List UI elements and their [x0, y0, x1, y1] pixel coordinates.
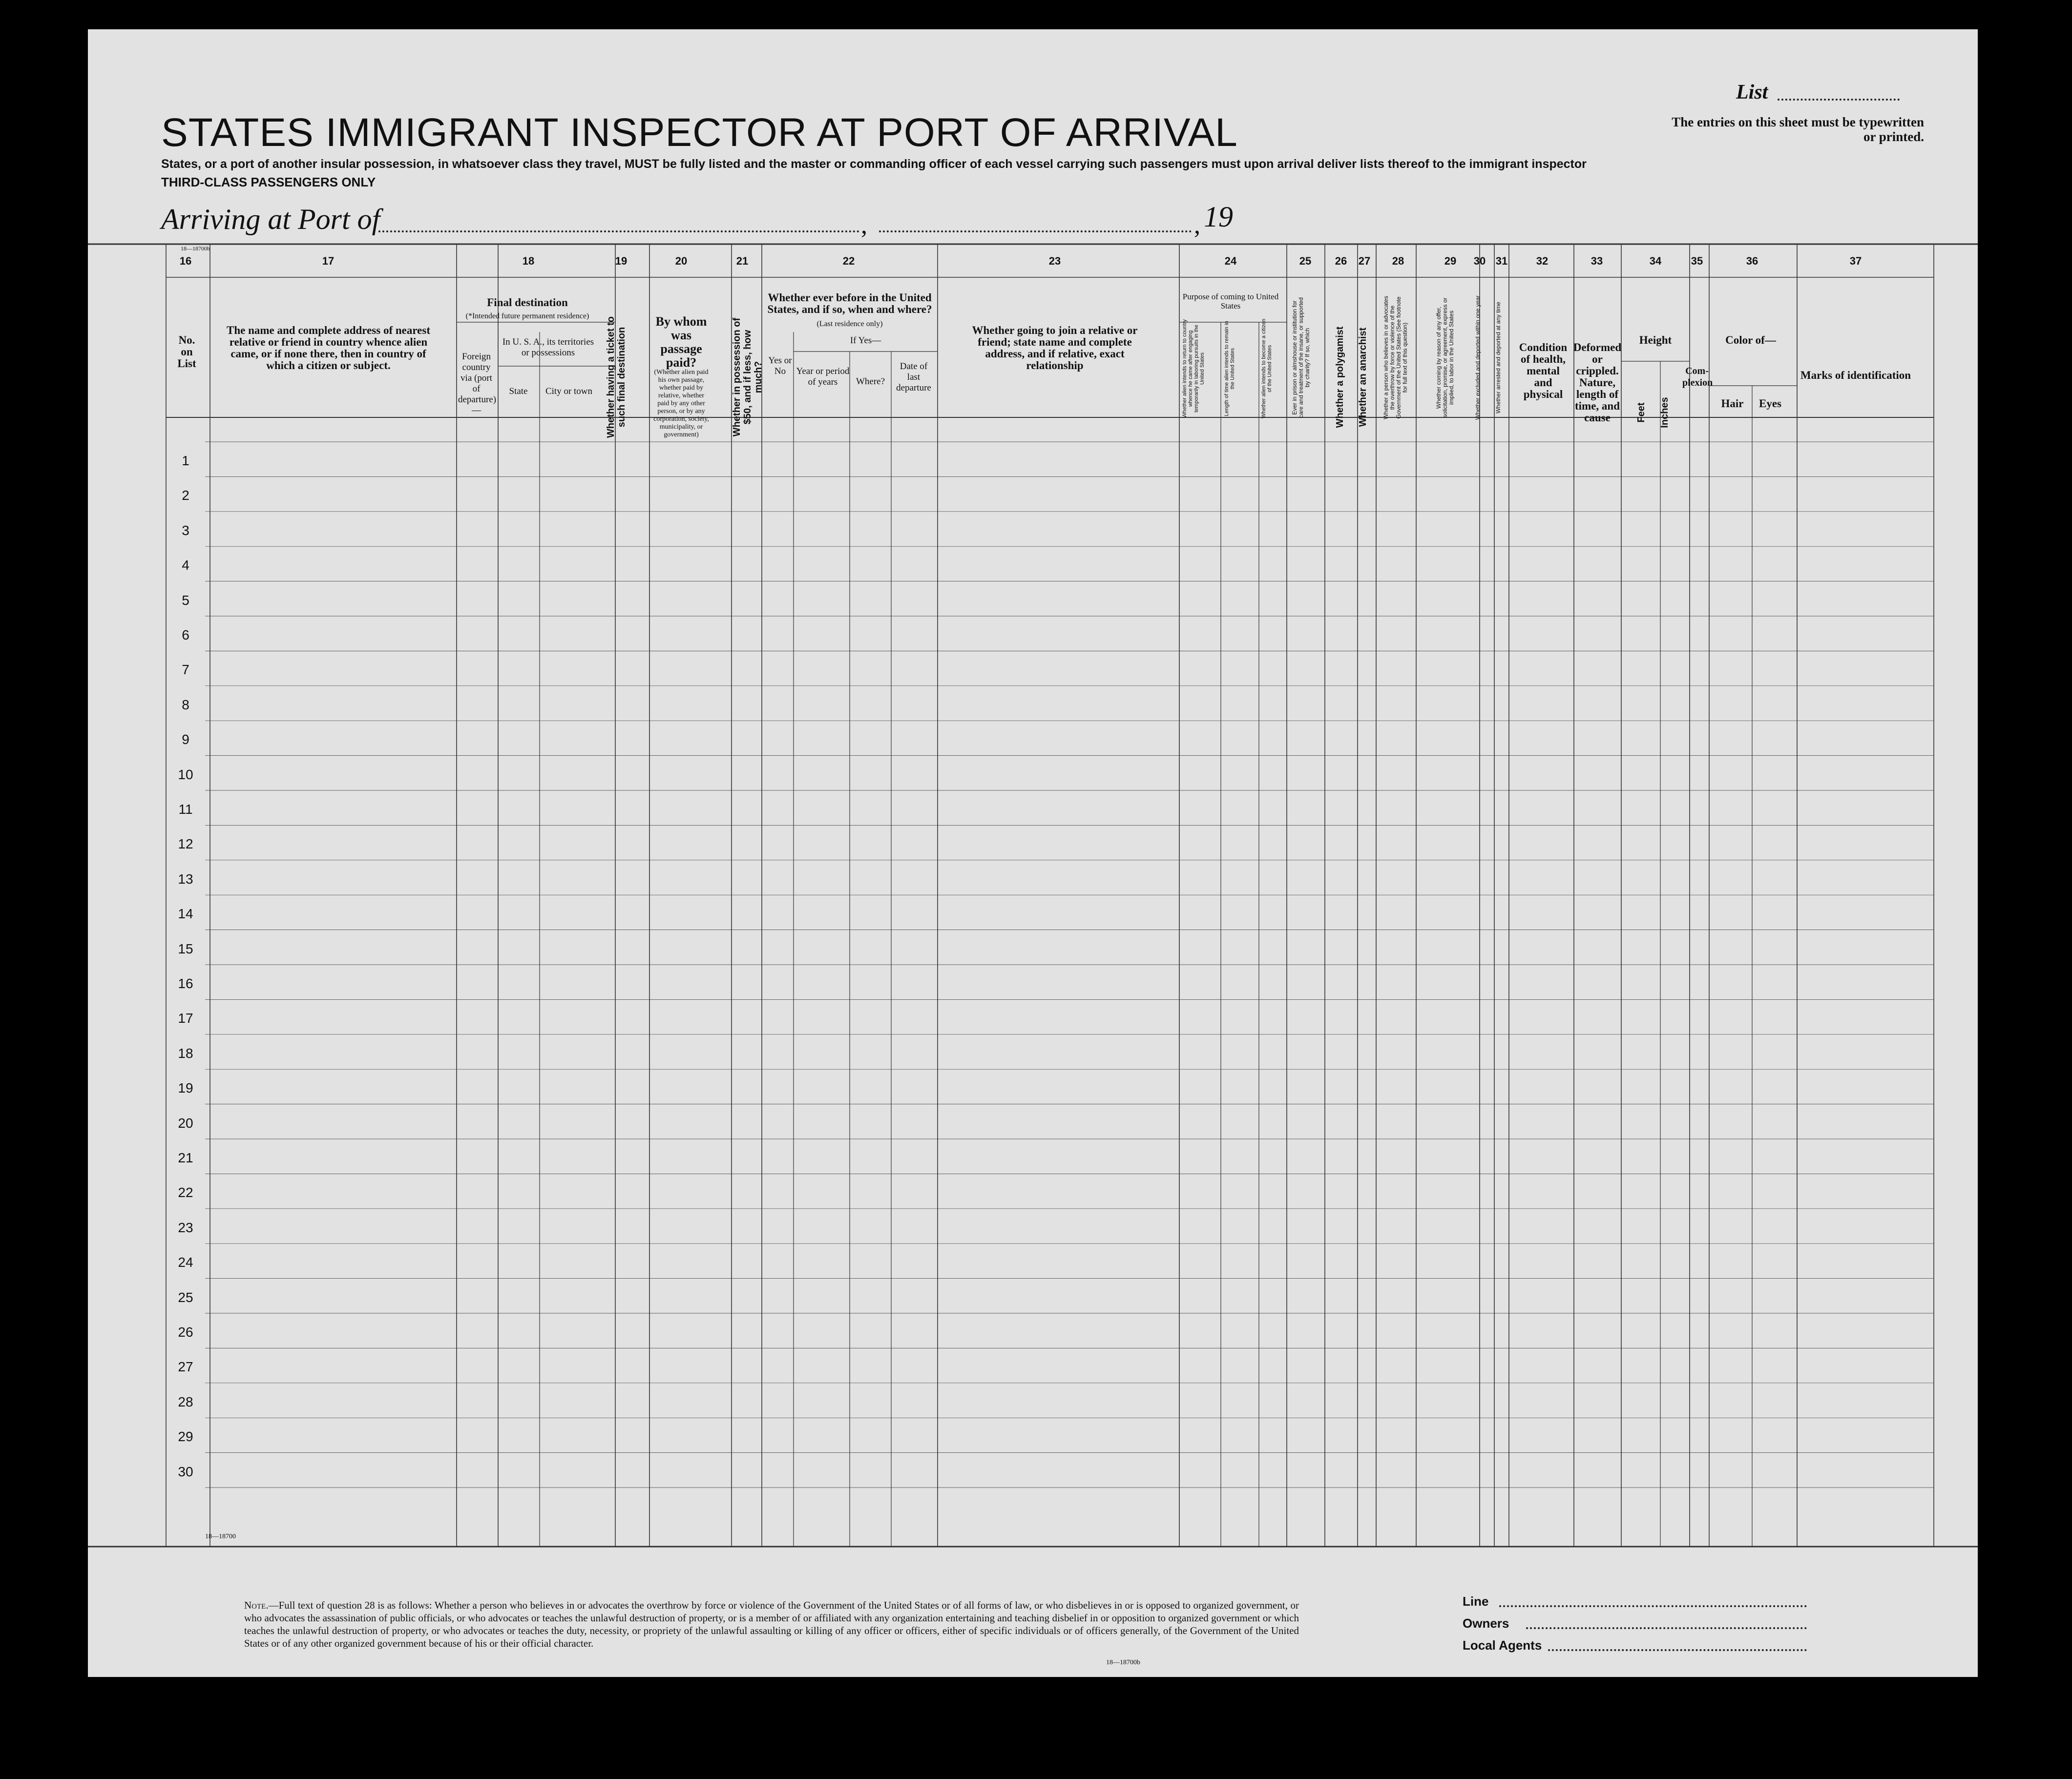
- form-number: 18—18700b: [1106, 1659, 1140, 1666]
- row-number: 25: [178, 1289, 193, 1305]
- row-number: 2: [182, 488, 189, 503]
- header-height: Height: [1639, 334, 1672, 346]
- question-28-footnote: [244, 1599, 1299, 1650]
- header-anarchist: Whether an anarchist: [1358, 327, 1368, 427]
- column-number: 21: [736, 255, 749, 267]
- header-purpose: Purpose of coming to United States: [1182, 292, 1279, 310]
- header-marks: Marks of identification: [1800, 369, 1911, 381]
- row-number: 12: [178, 836, 193, 852]
- header-city: City or town: [545, 386, 593, 396]
- row-number: 16: [178, 976, 193, 991]
- row-number: 22: [178, 1185, 193, 1200]
- header-nearest-relative: The name and complete address of nearest relative or friend in country whence alien came, or if none there, then in country of which a citizen or subject.: [227, 324, 430, 372]
- column-number: 30: [1473, 255, 1486, 267]
- local-agents-field[interactable]: [1548, 1649, 1807, 1651]
- column-number: 22: [842, 255, 855, 267]
- row-number: 15: [178, 941, 193, 956]
- row-number: 18: [178, 1045, 193, 1061]
- row-number: 8: [182, 697, 189, 712]
- owners-field[interactable]: [1526, 1627, 1807, 1629]
- subtitle-line: States, or a port of another insular possession, in whatsoever class they travel, MUST be fully listed and the master or commanding officer of each vessel carrying such passengers must upon arrival deliver lists thereof to the immigrant inspector: [161, 157, 1587, 171]
- header-purpose-citizen: Whether alien intends to become a citizen of the United States: [1261, 318, 1273, 419]
- row-number: 20: [178, 1115, 193, 1131]
- manifest-table: [88, 29, 1978, 1677]
- header-purpose-length: Length of time alien intends to remain in the United States: [1224, 321, 1235, 416]
- column-number: 24: [1224, 255, 1237, 267]
- header-inches: Inches: [1659, 397, 1670, 428]
- row-number: 3: [182, 522, 189, 538]
- row-number: 19: [178, 1080, 193, 1096]
- header-complexion: Com-plexion: [1682, 366, 1713, 388]
- header-deformed: Deformed or crippled. Nature, length of time, and cause: [1573, 341, 1622, 424]
- column-number: 20: [675, 255, 688, 267]
- header-fifty-dollars: Whether in possession of $50, and if less, how much?: [732, 317, 764, 437]
- column-number: 16: [179, 255, 192, 267]
- comma: ,: [861, 211, 867, 239]
- header-hair: Hair: [1721, 397, 1744, 410]
- header-eyes: Eyes: [1759, 397, 1781, 410]
- header-ever-in-us: Whether ever before in the United States, and if so, when and where?: [767, 291, 932, 315]
- column-number: 23: [1048, 255, 1061, 267]
- note-label: Note.: [244, 1599, 269, 1611]
- manifest-sheet: [88, 29, 1978, 1677]
- row-number: 17: [178, 1011, 193, 1026]
- row-number: 9: [182, 732, 189, 747]
- header-final-destination: Final destination: [487, 296, 568, 309]
- header-final-destination-note: (*Intended future permanent residence): [465, 312, 589, 320]
- header-prison: Ever in prison or almshouse or institution for care and treatment of the insane, or supported by charity? If so, which: [1291, 297, 1311, 418]
- column-number: 18: [522, 255, 535, 267]
- header-if-yes: If Yes—: [850, 335, 881, 346]
- row-number: 6: [182, 627, 189, 642]
- arriving-port-label: Arriving at Port of: [161, 203, 380, 235]
- header-going-to-join: Whether going to join a relative or friend; state name and complete address, and if relative, exact relationship: [972, 324, 1138, 372]
- column-number: 17: [322, 255, 335, 267]
- column-number: 28: [1392, 255, 1404, 267]
- passenger-class-label: THIRD-CLASS PASSENGERS ONLY: [161, 175, 376, 189]
- header-date-last-departure: Date of last departure: [896, 361, 931, 393]
- row-number: 27: [178, 1359, 193, 1375]
- header-feet: Feet: [1636, 402, 1647, 423]
- row-number: 24: [178, 1255, 193, 1270]
- header-state: State: [509, 386, 528, 396]
- note-text: —Full text of question 28 is as follows: Whether a person who believes in or advocates the overthrow by force or violence of the Government of the United States or of all forms of law, or who disbelieves in or is opposed to organized government, or who advocates the assassination of public officials, or who advocates or teaches the unlawful destruction of property, or is a member of or affiliated with any organization entertaining and teaching disbelief in or opposition to organized government or which teaches the unlawful destruction of property, or who advocates or teaches the duty, necessity, or propriety of the unlawful assaulting or killing of any officer or officers, either of specific individuals or of officers generally, of the Government of the United States or of any other organized government because of his or their official character.: [244, 1599, 1299, 1649]
- header-excluded: Whether excluded and deported within one year: [1474, 295, 1481, 420]
- row-number: 28: [178, 1394, 193, 1409]
- row-number: 30: [178, 1464, 193, 1479]
- owners-label: Owners: [1463, 1616, 1509, 1631]
- header-in-usa: In U. S. A., its territories or possessions: [502, 337, 594, 358]
- row-number: 26: [178, 1324, 193, 1340]
- column-number: 31: [1495, 255, 1508, 267]
- header-arrested: Whether arrested and deported at any time: [1495, 302, 1502, 414]
- table-grid: [88, 29, 1978, 1677]
- column-number: 26: [1335, 255, 1347, 267]
- row-number: 10: [178, 766, 193, 782]
- header-foreign-country: Foreign country via (port of departure)—: [458, 352, 497, 415]
- column-number: 35: [1691, 255, 1703, 267]
- column-number: 19: [615, 255, 628, 267]
- local-agents-label: Local Agents: [1463, 1638, 1542, 1653]
- column-number: 29: [1444, 255, 1457, 267]
- header-color-of: Color of—: [1725, 334, 1776, 346]
- header-overthrow: Whether a person who believes in or advocates the overthrow by force or violence of the Government of the United States (See footnote for full text of this question): [1382, 296, 1408, 419]
- row-number: 4: [182, 558, 189, 573]
- header-no-on-list: No. on List: [177, 334, 196, 370]
- row-number: 29: [178, 1429, 193, 1445]
- row-number: 7: [182, 662, 189, 678]
- row-number: 21: [178, 1150, 193, 1165]
- header-purpose-return: Whether alien intends to return to country whence he came after engaging temporarily in laboring pursuits in the United States: [1182, 319, 1205, 418]
- row-number: 23: [178, 1220, 193, 1235]
- column-number: 32: [1536, 255, 1549, 267]
- row-number: 13: [178, 871, 193, 887]
- row-number: 5: [182, 592, 189, 608]
- row-number: 11: [178, 802, 193, 817]
- form-number: 18—18700: [205, 1533, 236, 1540]
- typed-note: The entries on this sheet must be typewritten or printed.: [1672, 115, 1924, 144]
- list-label: List: [1736, 81, 1768, 103]
- comma: ,: [1194, 211, 1200, 239]
- row-number: 14: [178, 906, 193, 922]
- header-polygamist: Whether a polygamist: [1335, 326, 1345, 428]
- column-number: 37: [1849, 255, 1862, 267]
- header-where: Where?: [856, 376, 885, 387]
- header-passage-paid-note: (Whether alien paid his own passage, whether paid by relative, whether paid by any other person, or by any corporation, society, municipality, or government): [653, 369, 709, 438]
- line-field[interactable]: [1499, 1605, 1807, 1607]
- header-ticket: Whether having a ticket to such final destination: [606, 316, 627, 438]
- column-number: 27: [1358, 255, 1371, 267]
- header-offer-labor: Whether coming by reason of any offer, solicitation, promise, or agreement, express or implied, to labor in the United States: [1435, 297, 1455, 418]
- form-number: 18—18700b: [181, 245, 210, 252]
- header-year-period: Year or period of years: [796, 366, 850, 387]
- year-prefix: 19: [1204, 201, 1233, 233]
- header-ever-in-us-note: (Last residence only): [816, 320, 883, 328]
- column-number: 25: [1299, 255, 1312, 267]
- column-number: 33: [1591, 255, 1603, 267]
- row-number: 1: [182, 453, 189, 468]
- header-yes-no: Yes or No: [768, 355, 792, 376]
- line-label: Line: [1463, 1594, 1489, 1609]
- header-passage-paid: By whom was passage paid?: [655, 314, 707, 370]
- column-number: 34: [1649, 255, 1662, 267]
- page-title: STATES IMMIGRANT INSPECTOR AT PORT OF ARRIVAL: [161, 110, 1238, 155]
- header-health: Condition of health, mental and physical: [1519, 341, 1568, 400]
- column-number: 36: [1746, 255, 1758, 267]
